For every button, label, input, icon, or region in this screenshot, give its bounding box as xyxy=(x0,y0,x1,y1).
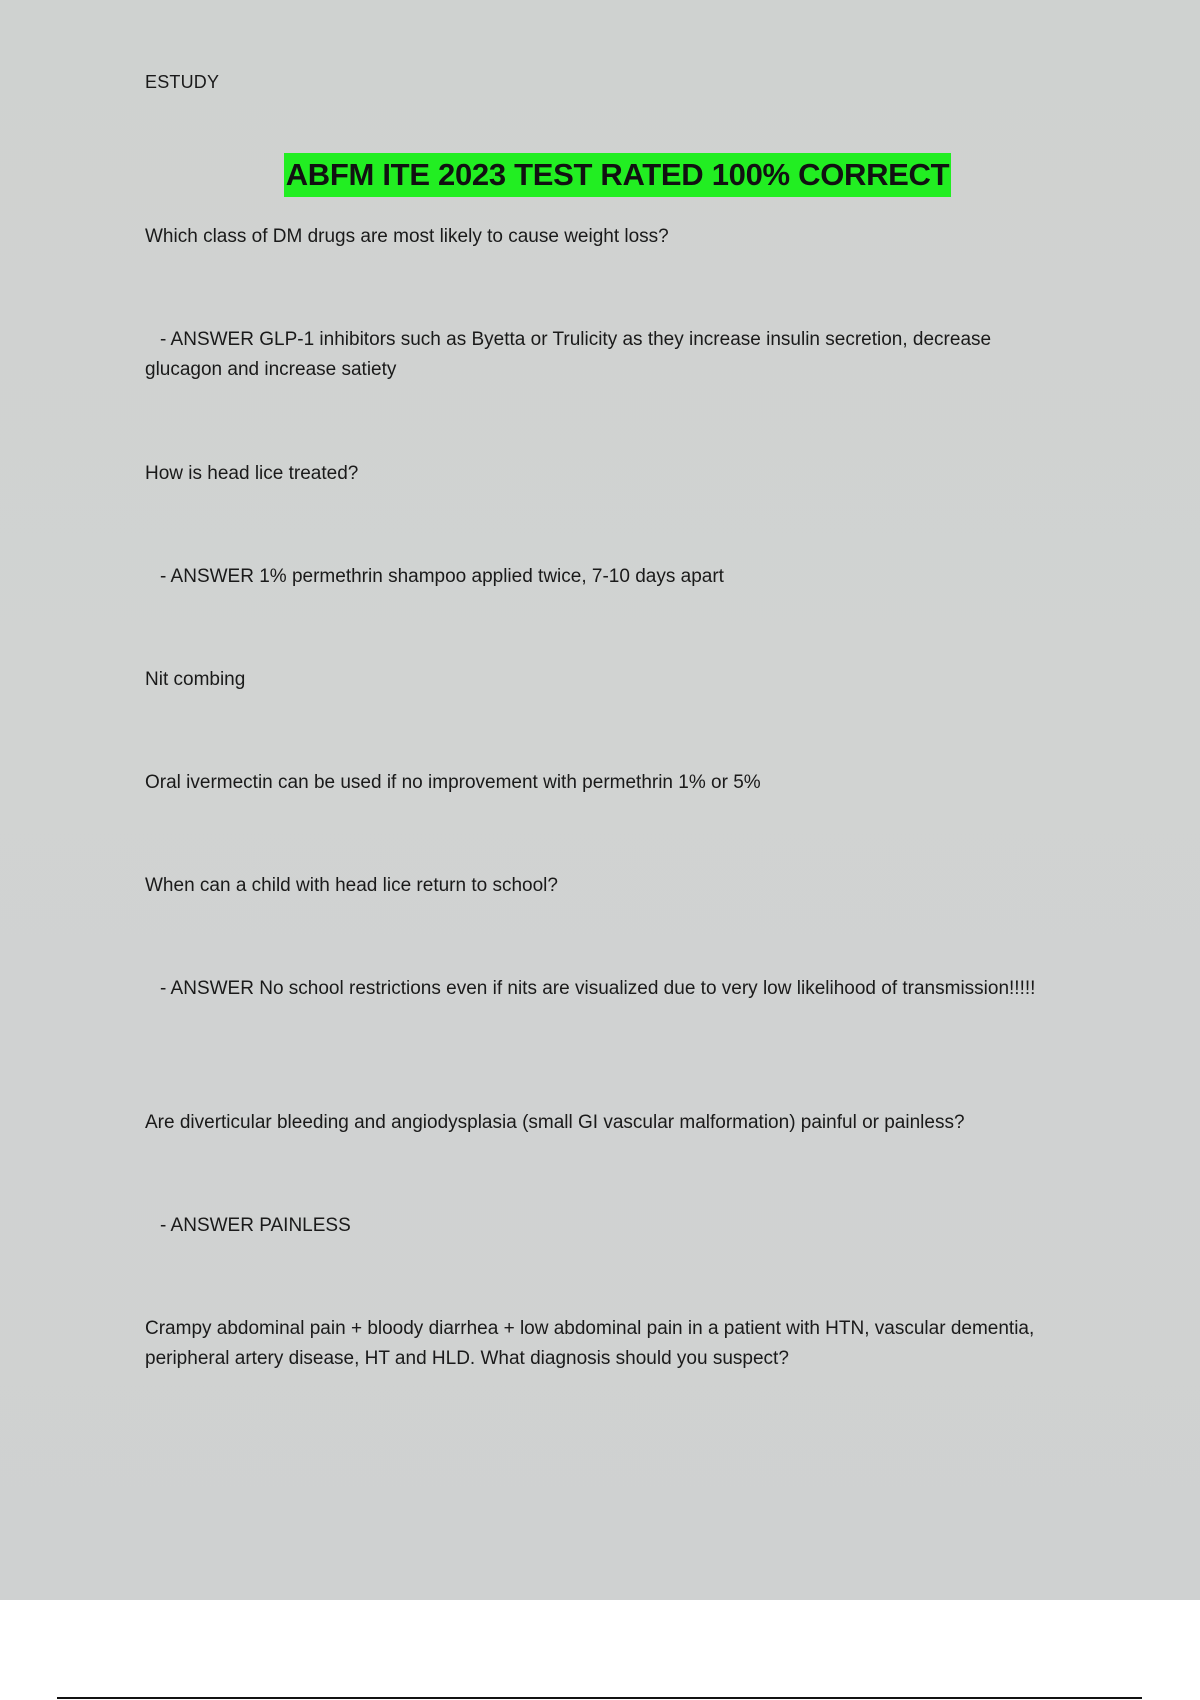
title-container xyxy=(0,153,1200,197)
answer-4: - ANSWER PAINLESS xyxy=(160,1215,351,1236)
question-5: Crampy abdominal pain + bloody diarrhea + low abdominal pain in a patient with HTN, vascular dementia, peripheral artery disease, HT and HLD. What diagnosis should you suspect? xyxy=(145,1318,1035,1369)
question-1: Which class of DM drugs are most likely to cause weight loss? xyxy=(145,226,669,247)
question-3: When can a child with head lice return to school? xyxy=(145,875,558,896)
answer-3: - ANSWER No school restrictions even if nits are visualized due to very low likelihood of transmission!!!!! xyxy=(160,978,1036,999)
question-4: Are diverticular bleeding and angiodysplasia (small GI vascular malformation) painful or painless? xyxy=(145,1112,965,1133)
question-2: How is head lice treated? xyxy=(145,463,359,484)
note-ivermectin: Oral ivermectin can be used if no improvement with permethrin 1% or 5% xyxy=(145,772,761,793)
bottom-divider xyxy=(57,1697,1142,1699)
header-label: ESTUDY xyxy=(145,72,220,92)
answer-1: - ANSWER GLP-1 inhibitors such as Byetta or Trulicity as they increase insulin secretion, decrease glucagon and increase satiety xyxy=(145,329,992,380)
document-title: ABFM ITE 2023 TEST RATED 100% CORRECT xyxy=(284,153,952,197)
answer-2: - ANSWER 1% permethrin shampoo applied twice, 7-10 days apart xyxy=(160,566,724,587)
note-nit-combing: Nit combing xyxy=(145,669,246,690)
